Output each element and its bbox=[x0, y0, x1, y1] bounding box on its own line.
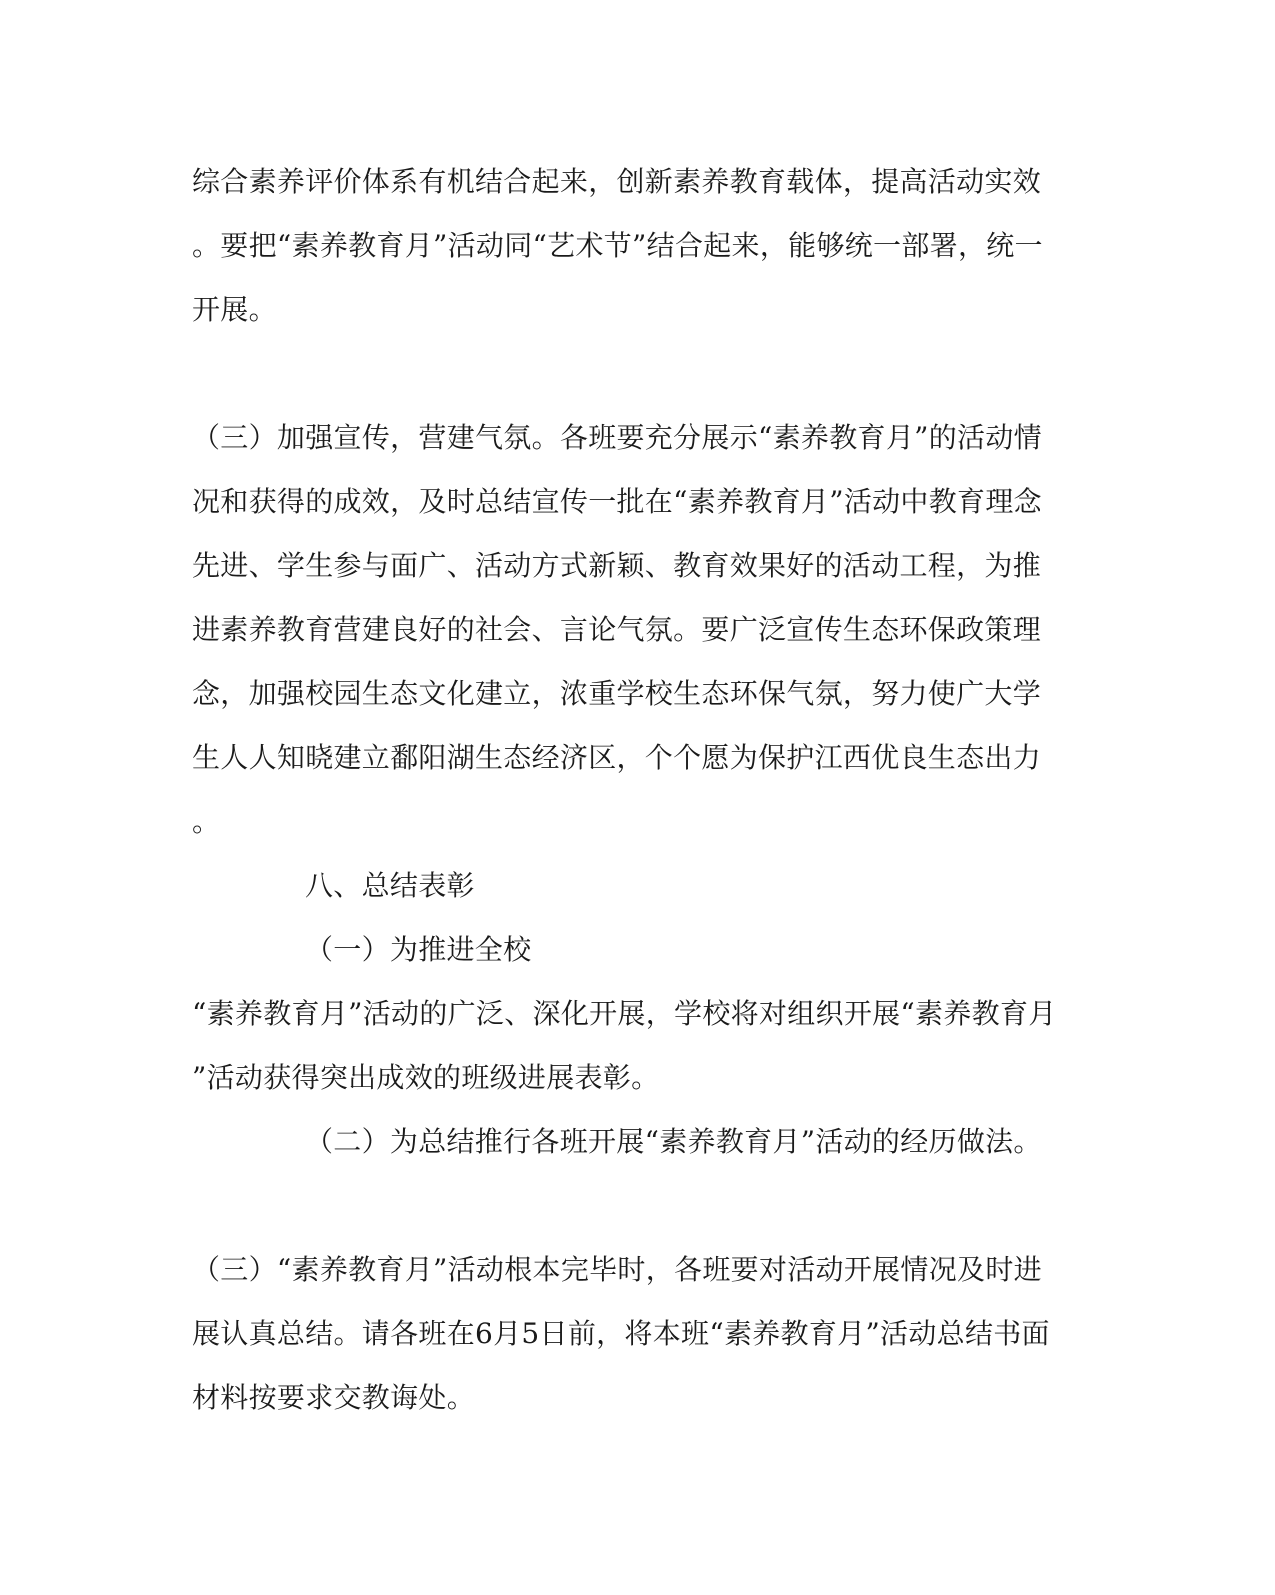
text-line: 材料按要求交教诲处。 bbox=[192, 1381, 476, 1414]
section-heading: 八、总结表彰 bbox=[305, 869, 475, 902]
text-line: 况和获得的成效，及时总结宣传一批在“素养教育月”活动中教育理念 bbox=[192, 485, 1042, 518]
text-line: 先进、学生参与面广、活动方式新颖、教育效果好的活动工程，为推 bbox=[192, 549, 1042, 582]
text-line: 念，加强校园生态文化建立，浓重学校生态环保气氛，努力使广大学 bbox=[192, 677, 1042, 710]
text-line: 。 bbox=[192, 805, 221, 838]
text-line: 开展。 bbox=[192, 293, 277, 326]
text-line: “素养教育月”活动的广泛、深化开展，学校将对组织开展“素养教育月 bbox=[192, 997, 1057, 1030]
text-line: 。要把“素养教育月”活动同“艺术节”结合起来，能够统一部署，统一 bbox=[192, 229, 1043, 262]
text-line: 生人人知晓建立鄱阳湖生态经济区，个个愿为保护江西优良生态出力 bbox=[192, 741, 1042, 774]
text-line: ”活动获得突出成效的班级进展表彰。 bbox=[192, 1061, 660, 1094]
text-line: 进素养教育营建良好的社会、言论气氛。要广泛宣传生态环保政策理 bbox=[192, 613, 1042, 646]
text-line: 展认真总结。请各班在6月5日前，将本班“素养教育月”活动总结书面 bbox=[192, 1317, 1050, 1350]
text-line: （一）为推进全校 bbox=[305, 933, 532, 966]
text-line: （二）为总结推行各班开展“素养教育月”活动的经历做法。 bbox=[305, 1125, 1042, 1158]
text-line: （三）加强宣传，营建气氛。各班要充分展示“素养教育月”的活动情 bbox=[192, 421, 1042, 454]
text-line: 综合素养评价体系有机结合起来，创新素养教育载体，提高活动实效 bbox=[192, 165, 1042, 198]
text-line: （三）“素养教育月”活动根本完毕时，各班要对活动开展情况及时进 bbox=[192, 1253, 1042, 1286]
